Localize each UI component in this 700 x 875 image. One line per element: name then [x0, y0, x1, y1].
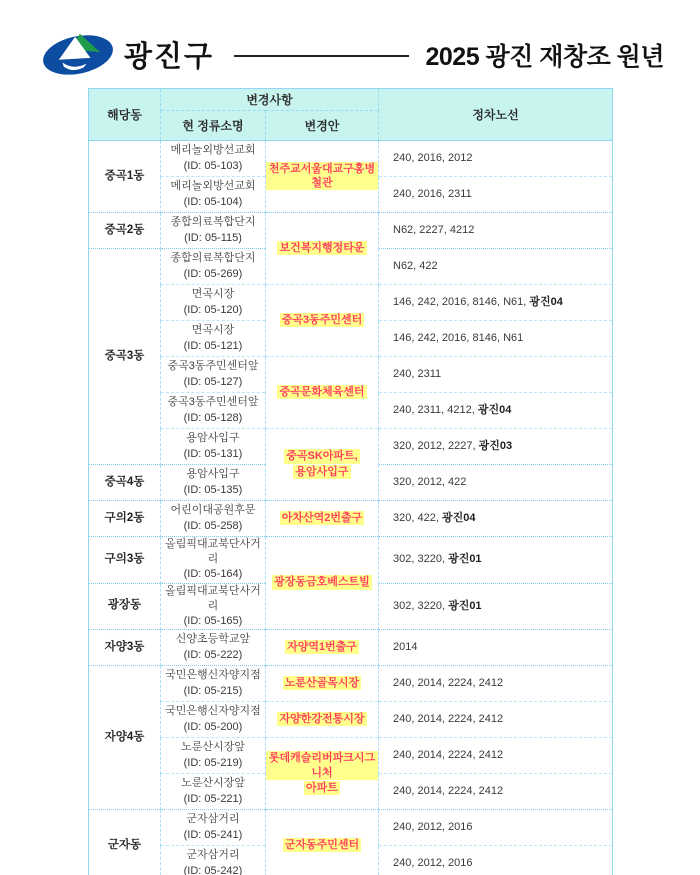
brand-band	[38, 28, 664, 80]
stop-name-cell	[161, 583, 266, 630]
stop-name-cell	[161, 213, 266, 249]
routes-cell: 146, 242, 2016, 8146, N61	[379, 321, 613, 357]
routes-cell: 240, 2014, 2224, 2412	[379, 702, 613, 738]
stop-name: 중곡3동주민센터앞	[167, 360, 259, 373]
table-row	[89, 810, 613, 846]
table-body	[89, 141, 613, 875]
proposal-cell	[266, 666, 379, 702]
routes-cell: 320, 2012, 2227, 광진03	[379, 429, 613, 465]
stop-name-cell	[161, 537, 266, 584]
proposal-highlighted-text: 광장동금호베스트빌	[274, 576, 370, 589]
stop-name-cell	[161, 738, 266, 774]
routes-cell: 302, 3220, 광진01	[379, 537, 613, 584]
stop-name-cell	[161, 810, 266, 846]
gwangjin-district-emblem-icon	[38, 31, 118, 77]
brand-divider-line	[234, 55, 409, 57]
proposal-cell	[266, 429, 379, 501]
table-row	[89, 666, 613, 702]
proposal-cell	[266, 501, 379, 537]
table-row	[89, 285, 613, 321]
org-name: 광진구	[124, 40, 215, 73]
stop-name: 면곡시장	[191, 288, 235, 301]
stop-id: (ID: 05-222)	[183, 648, 243, 661]
proposal-highlighted-text: 용암사입구	[295, 465, 349, 478]
stop-name-cell	[161, 666, 266, 702]
stop-id: (ID: 05-221)	[183, 792, 243, 805]
routes-bold-segment: 광진03	[478, 439, 513, 452]
stop-name: 신양초등학교앞	[175, 633, 251, 646]
stop-id: (ID: 05-121)	[183, 339, 243, 352]
col-header-current-name: 현 정류소명	[161, 111, 266, 141]
dong-cell: 중곡2동	[89, 213, 161, 249]
proposal-highlighted-text: 자양한강전통시장	[279, 712, 365, 725]
routes-cell: 240, 2311, 4212, 광진04	[379, 393, 613, 429]
stop-name: 국민은행신자양지점	[165, 705, 261, 718]
proposal-cell	[266, 285, 379, 357]
proposal-highlighted-text: 아파트	[306, 781, 338, 794]
stop-id: (ID: 05-164)	[183, 568, 243, 581]
proposal-cell	[266, 810, 379, 875]
stop-id: (ID: 05-165)	[183, 614, 243, 627]
stop-id: (ID: 05-242)	[183, 864, 243, 875]
stop-name: 용암사입구	[186, 468, 240, 481]
stop-name-cell	[161, 702, 266, 738]
routes-cell: 240, 2012, 2016	[379, 810, 613, 846]
col-header-routes: 정차노선	[379, 89, 613, 141]
routes-cell: 240, 2311	[379, 357, 613, 393]
stop-id: (ID: 05-128)	[183, 411, 243, 424]
proposal-cell	[266, 357, 379, 429]
col-header-changes: 변경사항	[161, 89, 379, 111]
dong-cell: 중곡4동	[89, 465, 161, 501]
dong-cell: 구의3동	[89, 537, 161, 584]
proposal-highlighted-text: 중곡SK아파트,	[286, 450, 358, 463]
stop-name-cell	[161, 630, 266, 666]
proposal-cell	[266, 738, 379, 810]
stop-id: (ID: 05-241)	[183, 828, 243, 841]
table-row	[89, 630, 613, 666]
routes-cell: 240, 2014, 2224, 2412	[379, 666, 613, 702]
proposal-highlighted-text: 롯데캐슬리버파크시그니처	[266, 751, 378, 780]
table-row	[89, 702, 613, 738]
proposal-highlighted-text: 군자동주민센터	[284, 838, 360, 851]
stop-name: 종합의료복합단지	[170, 216, 256, 229]
stop-name: 노룬산시장앞	[181, 777, 245, 790]
routes-bold-segment: 광진01	[448, 599, 482, 612]
stop-name-cell	[161, 429, 266, 465]
routes-cell: 240, 2016, 2311	[379, 177, 613, 213]
stop-name: 국민은행신자양지점	[165, 669, 261, 682]
stop-name: 군자삼거리	[186, 813, 240, 826]
dong-cell: 중곡3동	[89, 249, 161, 465]
stop-name: 메리놀외방선교회	[170, 144, 256, 157]
proposal-cell	[266, 213, 379, 285]
col-header-proposal: 변경안	[266, 111, 379, 141]
dong-cell: 군자동	[89, 810, 161, 875]
proposal-highlighted-text: 자양역1번출구	[287, 640, 357, 653]
routes-cell: N62, 2227, 4212	[379, 213, 613, 249]
proposal-highlighted-text: 아차산역2번출구	[281, 511, 363, 524]
routes-cell: 240, 2016, 2012	[379, 141, 613, 177]
dong-cell: 광장동	[89, 583, 161, 630]
stop-name-cell	[161, 141, 266, 177]
stop-id: (ID: 05-258)	[183, 519, 243, 532]
routes-cell: 320, 422, 광진04	[379, 501, 613, 537]
stop-id: (ID: 05-200)	[183, 720, 243, 733]
routes-cell: 240, 2014, 2224, 2412	[379, 738, 613, 774]
routes-cell: 302, 3220, 광진01	[379, 583, 613, 630]
routes-bold-segment: 광진04	[477, 403, 512, 416]
stop-id: (ID: 05-131)	[183, 447, 243, 460]
stop-name-cell	[161, 321, 266, 357]
proposal-highlighted-text: 보건복지행정타운	[279, 241, 365, 254]
stop-name-cell	[161, 501, 266, 537]
routes-bold-segment: 광진04	[529, 295, 563, 308]
routes-cell: N62, 422	[379, 249, 613, 285]
proposal-cell	[266, 702, 379, 738]
stop-name-cell	[161, 393, 266, 429]
stop-name: 중곡3동주민센터앞	[167, 396, 259, 409]
proposal-highlighted-text: 중곡3동주민센터	[281, 313, 363, 326]
stop-id: (ID: 05-104)	[183, 195, 243, 208]
stop-name: 군자삼거리	[186, 849, 240, 862]
stop-name: 용암사입구	[186, 432, 240, 445]
stop-name-cell	[161, 774, 266, 810]
routes-cell: 320, 2012, 422	[379, 465, 613, 501]
stop-id: (ID: 05-269)	[183, 267, 243, 280]
table-row	[89, 537, 613, 584]
stop-name: 노룬산시장앞	[181, 741, 245, 754]
table-row	[89, 429, 613, 465]
stop-name-cell	[161, 846, 266, 875]
stop-name: 면곡시장	[191, 324, 235, 337]
stop-name-cell	[161, 357, 266, 393]
stop-id: (ID: 05-115)	[184, 231, 242, 244]
proposal-cell	[266, 537, 379, 630]
col-header-dong: 해당동	[89, 89, 161, 141]
routes-bold-segment: 광진04	[441, 511, 476, 524]
stop-name-cell	[161, 285, 266, 321]
proposal-highlighted-text: 중곡문화체육센터	[279, 385, 365, 398]
dong-cell: 자양4동	[89, 666, 161, 810]
stop-name: 올림픽대교북단사거리	[165, 584, 261, 612]
stop-id: (ID: 05-135)	[183, 483, 243, 496]
stop-id: (ID: 05-120)	[183, 303, 243, 316]
proposal-cell	[266, 630, 379, 666]
page-title: 2025 광진 재창조 원년	[425, 43, 664, 71]
stop-name: 메리놀외방선교회	[170, 180, 256, 193]
proposal-highlighted-text: 노룬산골목시장	[284, 676, 360, 689]
dong-cell: 구의2동	[89, 501, 161, 537]
stop-name: 올림픽대교북단사거리	[165, 538, 261, 566]
stop-id: (ID: 05-219)	[183, 756, 243, 769]
proposal-highlighted-text: 천주교서울대교구홍병철관	[266, 162, 378, 191]
dong-cell: 자양3동	[89, 630, 161, 666]
table-row	[89, 738, 613, 774]
routes-cell: 2014	[379, 630, 613, 666]
stop-id: (ID: 05-103)	[183, 159, 243, 172]
stop-name: 어린이대공원후문	[170, 504, 256, 517]
table-header	[89, 89, 613, 141]
stop-name-cell	[161, 177, 266, 213]
stop-name: 종합의료복합단지	[170, 252, 256, 265]
table-row	[89, 213, 613, 249]
table-row	[89, 357, 613, 393]
table-row	[89, 141, 613, 177]
stop-name-cell	[161, 465, 266, 501]
stop-id: (ID: 05-127)	[183, 375, 243, 388]
stop-id: (ID: 05-215)	[183, 684, 243, 697]
stop-rename-table	[88, 88, 613, 875]
dong-cell: 중곡1동	[89, 141, 161, 213]
routes-cell: 146, 242, 2016, 8146, N61, 광진04	[379, 285, 613, 321]
routes-cell: 240, 2012, 2016	[379, 846, 613, 875]
proposal-cell	[266, 141, 379, 213]
stop-name-cell	[161, 249, 266, 285]
routes-cell: 240, 2014, 2224, 2412	[379, 774, 613, 810]
routes-bold-segment: 광진01	[448, 553, 482, 566]
table-row	[89, 501, 613, 537]
